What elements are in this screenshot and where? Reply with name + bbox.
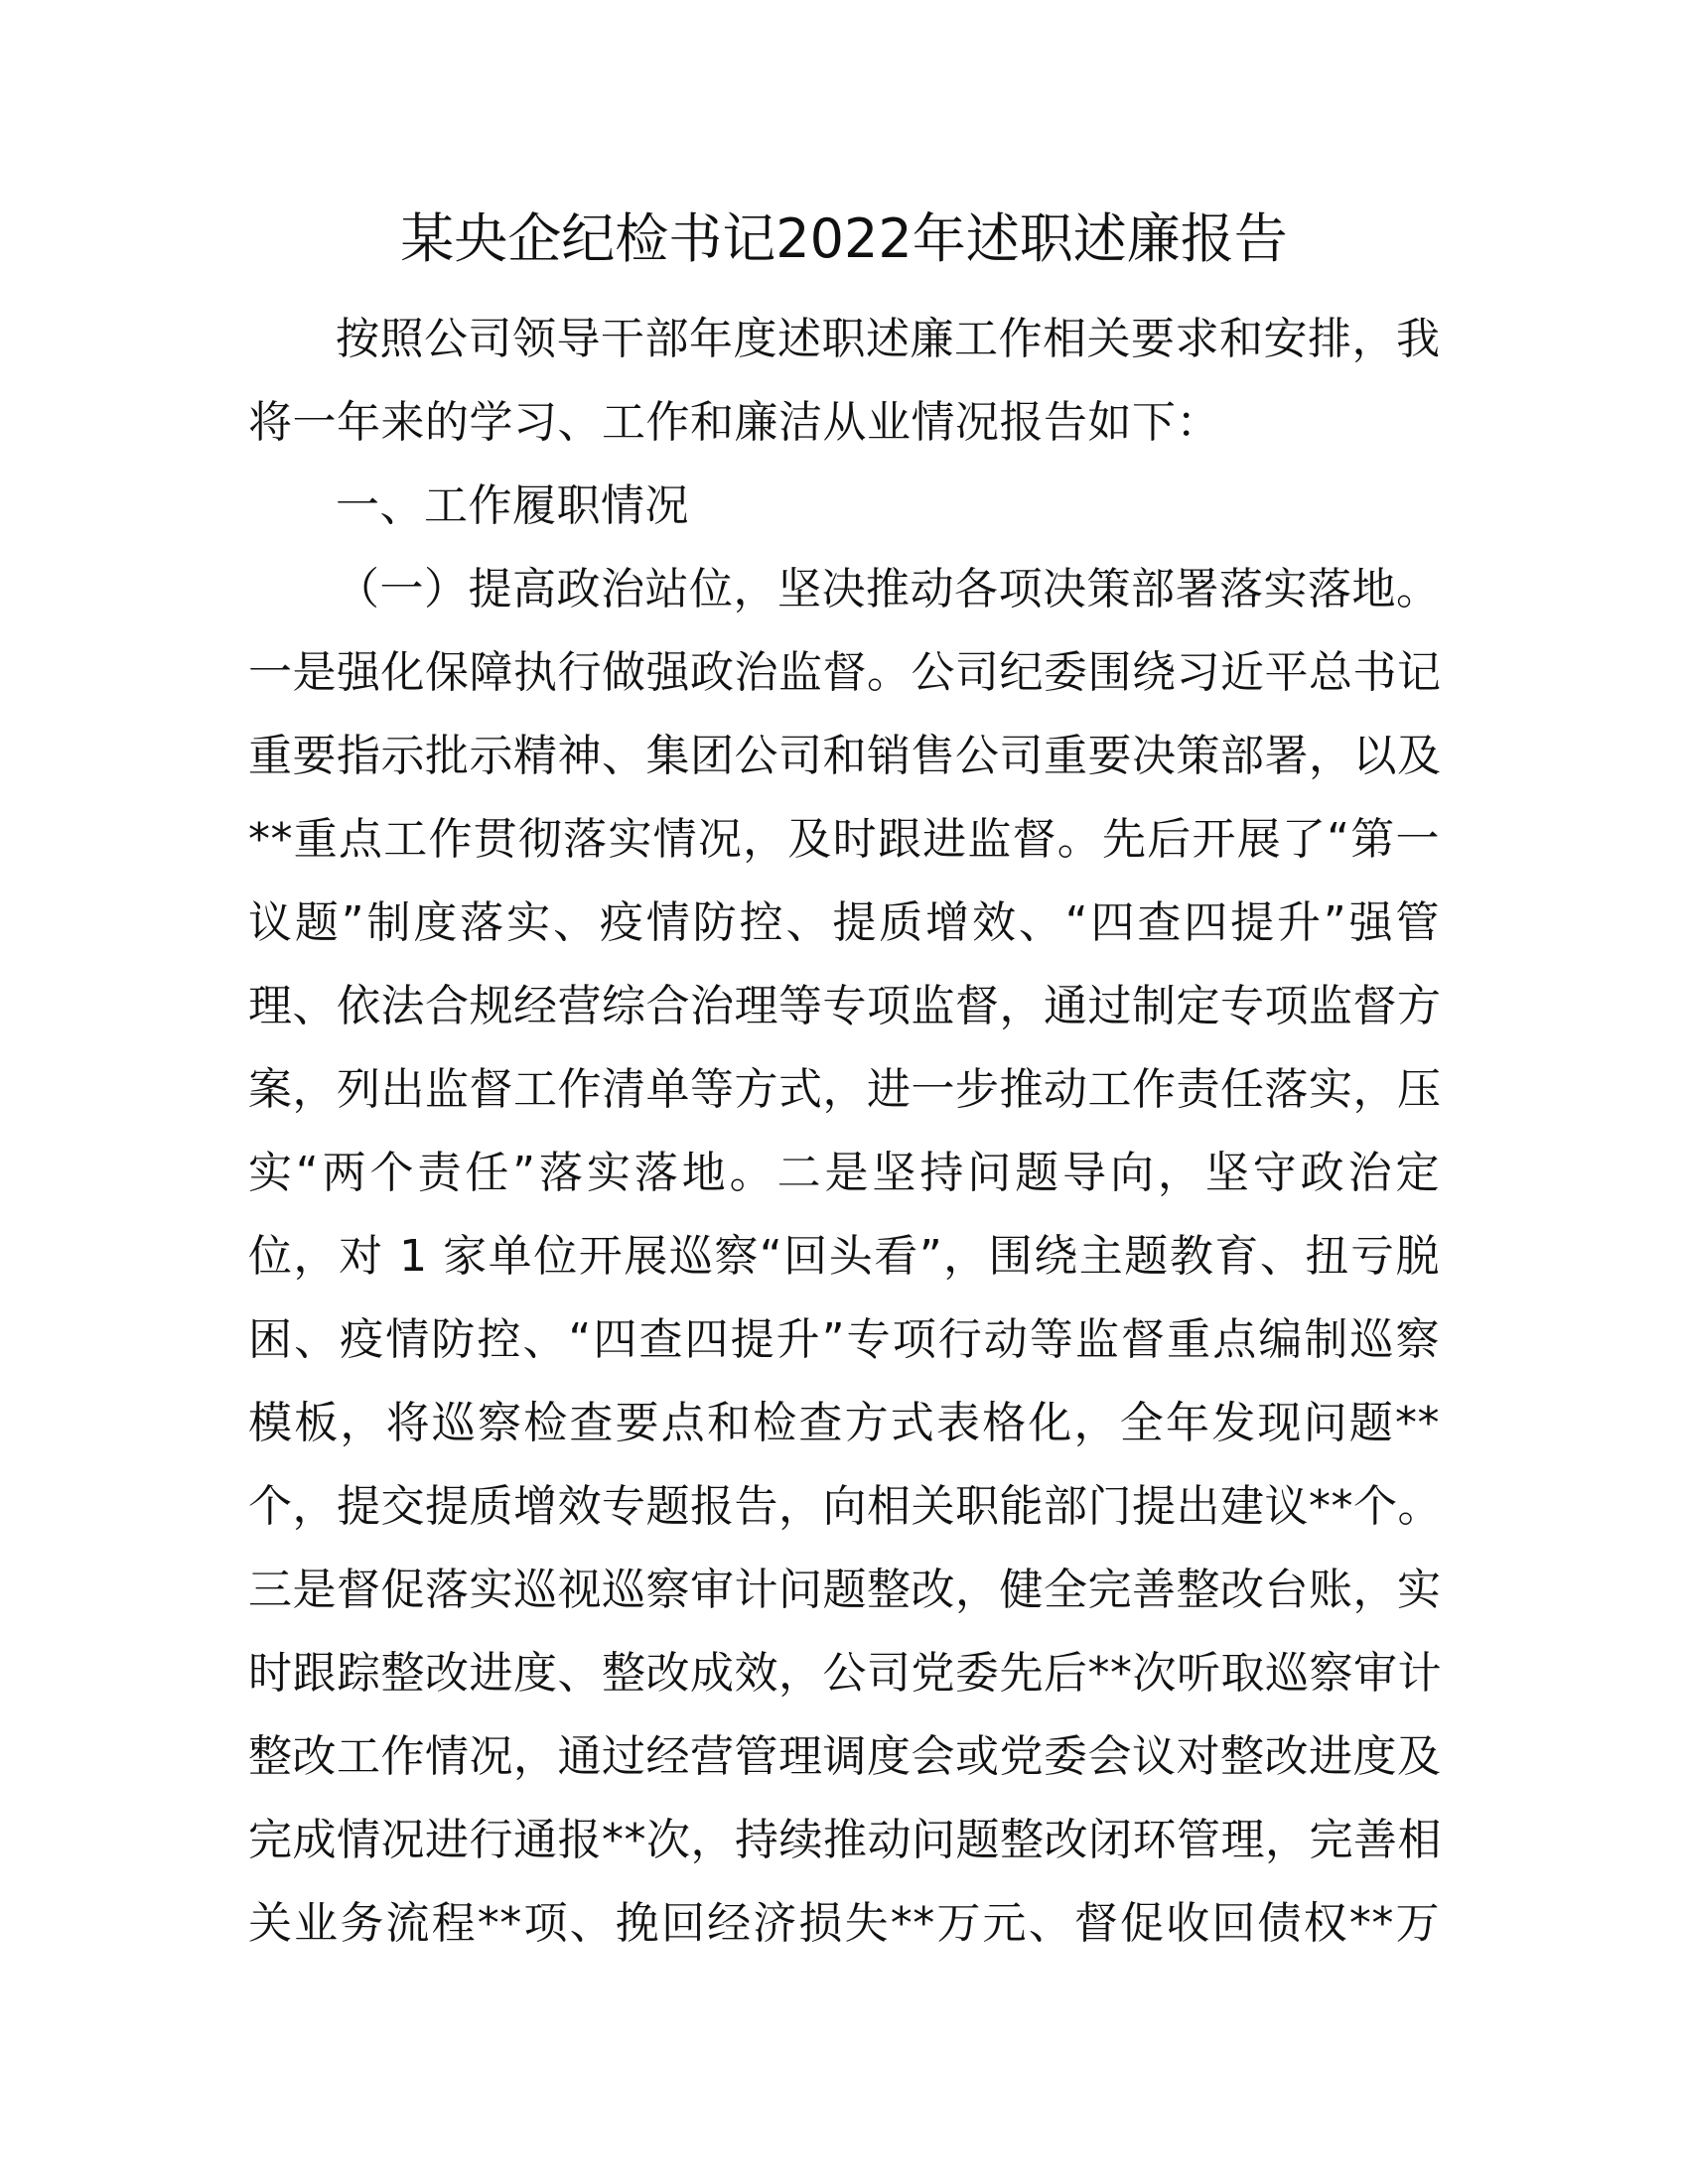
paragraph-line: 个，提交提质增效专题报告，向相关职能部门提出建议**个。 (248, 1481, 1442, 1532)
document-title: 某央企纪检书记2022年述职述廉报告 (400, 207, 1288, 270)
paragraph-line: 案，列出监督工作清单等方式，进一步推动工作责任落实，压 (248, 1064, 1442, 1115)
subsection-heading: （一）提高政治站位，坚决推动各项决策部署落实落地。 (336, 564, 1441, 614)
paragraph-line: 时跟踪整改进度、整改成效，公司党委先后**次听取巡察审计 (248, 1648, 1442, 1699)
paragraph-line: 三是督促落实巡视巡察审计问题整改，健全完善整改台账，实 (248, 1565, 1442, 1615)
paragraph-line: 整改工作情况，通过经营管理调度会或党委会议对整改进度及 (248, 1731, 1442, 1782)
paragraph-line: 理、依法合规经营综合治理等专项监督，通过制定专项监督方 (248, 981, 1442, 1031)
paragraph-line: **重点工作贯彻落实情况，及时跟进监督。先后开展了“第一 (248, 814, 1440, 865)
paragraph-line: 将一年来的学习、工作和廉洁从业情况报告如下： (248, 397, 1220, 448)
paragraph-line: 位，对 1 家单位开展巡察“回头看”，围绕主题教育、扭亏脱 (248, 1231, 1440, 1282)
paragraph-line: 一是强化保障执行做强政治监督。公司纪委围绕习近平总书记 (248, 647, 1442, 698)
paragraph-line: 按照公司领导干部年度述职述廉工作相关要求和安排，我 (336, 314, 1441, 364)
paragraph-line: 关业务流程**项、挽回经济损失**万元、督促收回债权**万 (248, 1898, 1440, 1949)
section-heading: 一、工作履职情况 (336, 480, 689, 531)
paragraph-line: 完成情况进行通报**次，持续推动问题整改闭环管理，完善相 (248, 1815, 1442, 1865)
paragraph-line: 重要指示批示精神、集团公司和销售公司重要决策部署，以及 (248, 731, 1442, 781)
paragraph-line: 困、疫情防控、“四查四提升”专项行动等监督重点编制巡察 (248, 1314, 1440, 1365)
document-body (248, 298, 1440, 1966)
paragraph-line: 模板，将巡察检查要点和检查方式表格化，全年发现问题** (248, 1398, 1440, 1448)
paragraph-line: 议题”制度落实、疫情防控、提质增效、“四查四提升”强管 (248, 897, 1440, 948)
paragraph-line: 实“两个责任”落实落地。二是坚持问题导向，坚守政治定 (248, 1148, 1440, 1198)
